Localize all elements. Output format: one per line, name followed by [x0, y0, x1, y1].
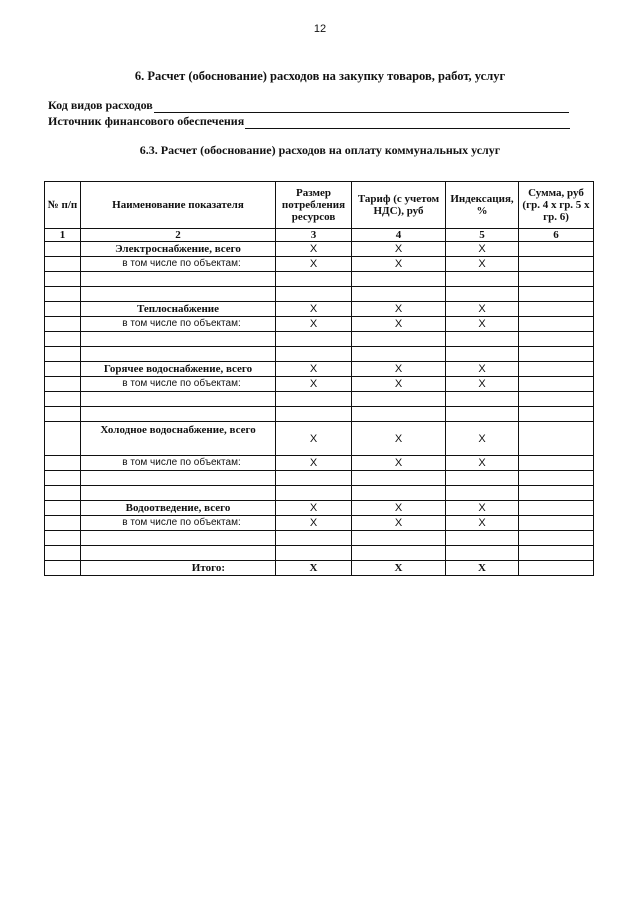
indexation-cell: X: [446, 317, 519, 332]
indexation-cell: [446, 407, 519, 422]
indexation-cell: X: [446, 377, 519, 392]
expense-code-label: Код видов расходов: [48, 98, 153, 112]
consumption-cell: [276, 407, 352, 422]
table-row: [45, 272, 594, 287]
sum-cell: [519, 471, 594, 486]
tariff-cell: X: [352, 317, 446, 332]
consumption-cell: [276, 287, 352, 302]
indexation-cell: X: [446, 422, 519, 456]
tariff-cell: X: [352, 257, 446, 272]
indexation-cell: [446, 486, 519, 501]
table-row: [45, 362, 594, 377]
total-row: [45, 561, 594, 576]
consumption-cell: [276, 531, 352, 546]
total-consumption-cell: X: [276, 561, 352, 576]
consumption-cell: [276, 471, 352, 486]
row-name: в том числе по объектам:: [81, 317, 276, 332]
tariff-cell: X: [352, 422, 446, 456]
tariff-cell: X: [352, 242, 446, 257]
expense-code-field: [48, 98, 569, 113]
row-number-cell: [45, 561, 81, 576]
row-number-cell: [45, 456, 81, 471]
tariff-cell: X: [352, 456, 446, 471]
tariff-cell: [352, 531, 446, 546]
header-number: № п/п: [45, 182, 81, 229]
indexation-cell: [446, 392, 519, 407]
consumption-cell: X: [276, 317, 352, 332]
column-number: 2: [81, 229, 276, 242]
row-number-cell: [45, 377, 81, 392]
table-row: [45, 302, 594, 317]
tariff-cell: [352, 272, 446, 287]
row-name: [81, 347, 276, 362]
indexation-cell: X: [446, 257, 519, 272]
row-number-cell: [45, 516, 81, 531]
indexation-cell: X: [446, 242, 519, 257]
header-indexation: Индексация, %: [446, 182, 519, 229]
tariff-cell: [352, 287, 446, 302]
sum-cell: [519, 456, 594, 471]
row-number-cell: [45, 501, 81, 516]
sum-cell: [519, 486, 594, 501]
row-number-cell: [45, 486, 81, 501]
table-row: [45, 377, 594, 392]
tariff-cell: [352, 546, 446, 561]
row-name: Теплоснабжение: [81, 302, 276, 317]
row-name: Горячее водоснабжение, всего: [81, 362, 276, 377]
expense-code-line: [154, 101, 569, 113]
tariff-cell: [352, 486, 446, 501]
subsection-title: 6.3. Расчет (обоснование) расходов на оплату коммунальных услуг: [139, 143, 501, 157]
table-row: [45, 471, 594, 486]
consumption-cell: [276, 392, 352, 407]
table-row: [45, 392, 594, 407]
consumption-cell: [276, 546, 352, 561]
table-row: [45, 531, 594, 546]
row-number-cell: [45, 302, 81, 317]
row-number-cell: [45, 471, 81, 486]
consumption-cell: [276, 347, 352, 362]
table-row: [45, 287, 594, 302]
tariff-cell: X: [352, 501, 446, 516]
tariff-cell: [352, 407, 446, 422]
sum-cell: [519, 362, 594, 377]
table-row: [45, 546, 594, 561]
consumption-cell: X: [276, 422, 352, 456]
indexation-cell: X: [446, 516, 519, 531]
total-sum-cell: [519, 561, 594, 576]
row-number-cell: [45, 287, 81, 302]
indexation-cell: [446, 531, 519, 546]
tariff-cell: [352, 347, 446, 362]
header-tariff: Тариф (с учетом НДС), руб: [352, 182, 446, 229]
consumption-cell: X: [276, 302, 352, 317]
table-row: [45, 486, 594, 501]
indexation-cell: [446, 471, 519, 486]
utilities-table: [44, 181, 594, 576]
header-consumption: Размер потребления ресурсов: [276, 182, 352, 229]
consumption-cell: X: [276, 257, 352, 272]
row-number-cell: [45, 332, 81, 347]
total-tariff-cell: X: [352, 561, 446, 576]
table-row: [45, 516, 594, 531]
row-number-cell: [45, 407, 81, 422]
sum-cell: [519, 546, 594, 561]
tariff-cell: X: [352, 377, 446, 392]
consumption-cell: X: [276, 362, 352, 377]
indexation-cell: [446, 546, 519, 561]
column-number-row: [45, 229, 594, 242]
row-name: [81, 272, 276, 287]
sum-cell: [519, 272, 594, 287]
sum-cell: [519, 332, 594, 347]
section-title: 6. Расчет (обоснование) расходов на закупку товаров, работ, услуг: [134, 69, 506, 83]
indexation-cell: X: [446, 302, 519, 317]
column-number: 4: [352, 229, 446, 242]
total-indexation-cell: X: [446, 561, 519, 576]
indexation-cell: X: [446, 501, 519, 516]
row-name: Холодное водоснабжение, всего: [81, 422, 276, 456]
consumption-cell: X: [276, 501, 352, 516]
row-number-cell: [45, 257, 81, 272]
row-name: [81, 531, 276, 546]
row-name: в том числе по объектам:: [81, 257, 276, 272]
indexation-cell: X: [446, 456, 519, 471]
row-number-cell: [45, 362, 81, 377]
row-name: в том числе по объектам:: [81, 377, 276, 392]
funding-source-label: Источник финансового обеспечения: [48, 114, 245, 128]
sum-cell: [519, 501, 594, 516]
indexation-cell: [446, 347, 519, 362]
funding-source-line: [245, 117, 570, 129]
sum-cell: [519, 287, 594, 302]
table-row: [45, 422, 594, 456]
table-row: [45, 501, 594, 516]
tariff-cell: [352, 332, 446, 347]
consumption-cell: X: [276, 456, 352, 471]
indexation-cell: [446, 272, 519, 287]
row-number-cell: [45, 242, 81, 257]
page-number: 12: [313, 23, 327, 35]
sum-cell: [519, 317, 594, 332]
column-number: 3: [276, 229, 352, 242]
header-indicator-name: Наименование показателя: [81, 182, 276, 229]
sum-cell: [519, 377, 594, 392]
row-number-cell: [45, 347, 81, 362]
tariff-cell: X: [352, 516, 446, 531]
sum-cell: [519, 422, 594, 456]
tariff-cell: X: [352, 362, 446, 377]
row-name: в том числе по объектам:: [81, 456, 276, 471]
funding-source-field: [48, 114, 570, 129]
indexation-cell: [446, 332, 519, 347]
column-number: 6: [519, 229, 594, 242]
sum-cell: [519, 516, 594, 531]
indexation-cell: [446, 287, 519, 302]
tariff-cell: X: [352, 302, 446, 317]
row-name: Электроснабжение, всего: [81, 242, 276, 257]
consumption-cell: X: [276, 516, 352, 531]
sum-cell: [519, 407, 594, 422]
total-label: Итого:: [81, 561, 276, 576]
row-number-cell: [45, 531, 81, 546]
tariff-cell: [352, 392, 446, 407]
indexation-cell: X: [446, 362, 519, 377]
sum-cell: [519, 347, 594, 362]
row-name: [81, 407, 276, 422]
row-number-cell: [45, 317, 81, 332]
sum-cell: [519, 302, 594, 317]
row-number-cell: [45, 392, 81, 407]
consumption-cell: X: [276, 242, 352, 257]
table-row: [45, 332, 594, 347]
table-row: [45, 407, 594, 422]
tariff-cell: [352, 471, 446, 486]
sum-cell: [519, 242, 594, 257]
row-number-cell: [45, 546, 81, 561]
row-number-cell: [45, 272, 81, 287]
table-row: [45, 317, 594, 332]
table-row: [45, 242, 594, 257]
row-name: [81, 486, 276, 501]
consumption-cell: X: [276, 377, 352, 392]
row-name: [81, 332, 276, 347]
column-number: 5: [446, 229, 519, 242]
sum-cell: [519, 257, 594, 272]
row-name: [81, 287, 276, 302]
sum-cell: [519, 392, 594, 407]
row-name: Водоотведение, всего: [81, 501, 276, 516]
sum-cell: [519, 531, 594, 546]
row-name: [81, 471, 276, 486]
table-row: [45, 456, 594, 471]
consumption-cell: [276, 332, 352, 347]
table-row: [45, 347, 594, 362]
row-number-cell: [45, 422, 81, 456]
row-name: [81, 546, 276, 561]
table-header-row: [45, 182, 594, 229]
consumption-cell: [276, 272, 352, 287]
table-row: [45, 257, 594, 272]
column-number: 1: [45, 229, 81, 242]
row-name: [81, 392, 276, 407]
row-name: в том числе по объектам:: [81, 516, 276, 531]
header-sum: Сумма, руб (гр. 4 х гр. 5 х гр. 6): [519, 182, 594, 229]
consumption-cell: [276, 486, 352, 501]
